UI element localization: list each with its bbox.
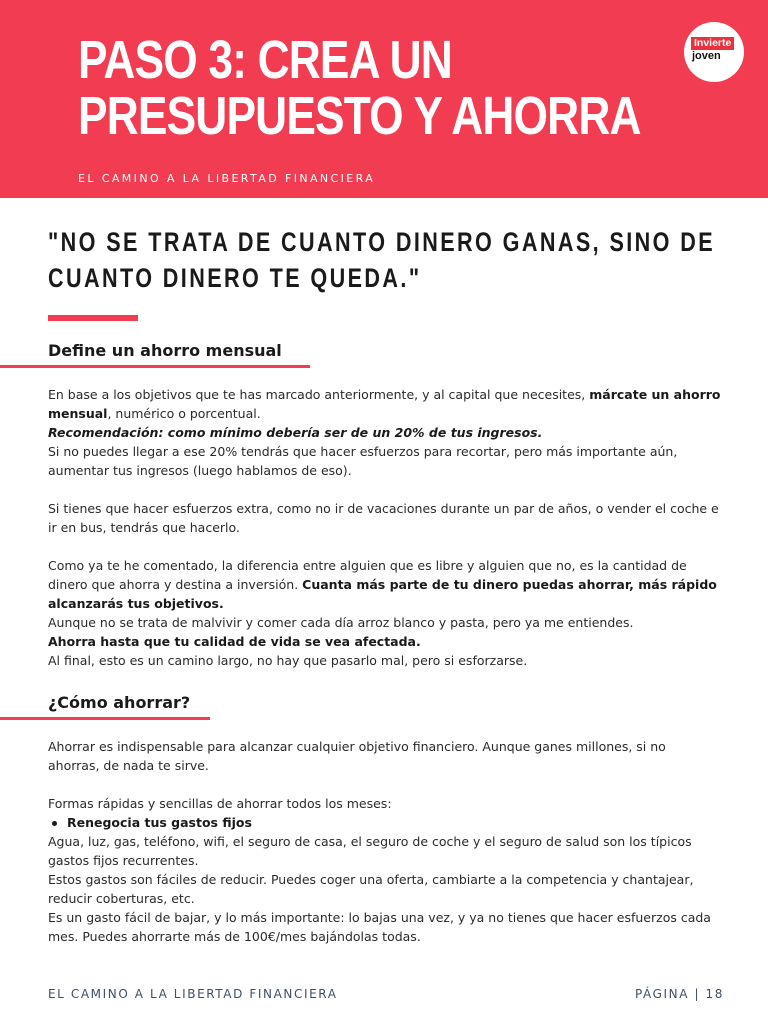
paragraph bbox=[48, 794, 738, 946]
quote-line-2: CUANTO DINERO TE QUEDA." bbox=[48, 263, 422, 293]
text-run: Si no puedes llegar a ese 20% tendrás que hacer esfuerzos para recortar, pero más importante aún, bbox=[48, 444, 678, 459]
text-run: Como ya te he comentado, la diferencia entre alguien que es libre y alguien que no, es la cantidad de bbox=[48, 558, 687, 573]
text-run: gastos fijos recurrentes. bbox=[48, 853, 199, 868]
text-run: En base a los objetivos que te has marcado anteriormente, y al capital que necesites, bbox=[48, 387, 590, 402]
logo-text-top: Invierte bbox=[691, 37, 734, 50]
bold-text: márcate un ahorro bbox=[589, 387, 721, 402]
text-run: Al final, esto es un camino largo, no hay que pasarlo mal, pero si esforzarse. bbox=[48, 653, 528, 668]
quote bbox=[48, 224, 715, 296]
text-run: Formas rápidas y sencillas de ahorrar todos los meses: bbox=[48, 796, 392, 811]
logo-text-bottom: joven bbox=[692, 50, 721, 62]
page-title bbox=[78, 32, 641, 144]
quote-line-1: "NO SE TRATA DE CUANTO DINERO GANAS, SINO DE bbox=[48, 227, 716, 257]
bold-text: Ahorra hasta que tu calidad de vida se vea afectada. bbox=[48, 634, 421, 649]
page-header bbox=[0, 0, 768, 198]
header-subtitle: EL CAMINO A LA LIBERTAD FINANCIERA bbox=[78, 172, 376, 185]
text-run: , numérico o porcentual. bbox=[107, 406, 261, 421]
footer-title: EL CAMINO A LA LIBERTAD FINANCIERA bbox=[48, 987, 338, 1001]
quote-accent-bar bbox=[48, 315, 138, 321]
title-line-2: PRESUPUESTO Y AHORRA bbox=[78, 86, 641, 146]
section-underline bbox=[0, 365, 310, 368]
paragraph bbox=[48, 385, 738, 480]
bold-text: Cuanta más parte de tu dinero puedas ahorrar, más rápido bbox=[302, 577, 717, 592]
paragraph bbox=[48, 556, 738, 670]
page-number: PÁGINA | 18 bbox=[634, 987, 724, 1001]
bold-text: mensual bbox=[48, 406, 108, 421]
text-run: ir en bus, tendrás que hacerlo. bbox=[48, 520, 240, 535]
bold-text: alcanzarás tus objetivos. bbox=[48, 596, 224, 611]
text-run: reducir coberturas, etc. bbox=[48, 891, 195, 906]
section-2-body bbox=[48, 737, 738, 946]
paragraph bbox=[48, 737, 738, 775]
text-run: Estos gastos son fáciles de reducir. Puedes coger una oferta, cambiarte a la competencia y chantajear, bbox=[48, 872, 694, 887]
section-1-body bbox=[48, 385, 738, 670]
title-line-1: PASO 3: CREA UN bbox=[78, 30, 452, 90]
section-underline bbox=[0, 717, 210, 720]
text-run: mes. Puedes ahorrarte más de 100€/mes bajándolas todas. bbox=[48, 929, 421, 944]
bullet-icon bbox=[52, 821, 57, 826]
bullet-text: Renegocia tus gastos fijos bbox=[67, 815, 252, 830]
text-run: ahorras, de nada te sirve. bbox=[48, 758, 209, 773]
text-run: aumentar tus ingresos (luego hablamos de eso). bbox=[48, 463, 352, 478]
bullet-item bbox=[48, 815, 252, 830]
text-run: Si tienes que hacer esfuerzos extra, como no ir de vacaciones durante un par de años, o vender el coche e bbox=[48, 501, 719, 516]
text-run: Agua, luz, gas, teléfono, wifi, el seguro de casa, el seguro de coche y el seguro de salud son los típicos bbox=[48, 834, 692, 849]
section-title-ahorro-mensual: Define un ahorro mensual bbox=[48, 341, 282, 360]
text-run: Aunque no se trata de malvivir y comer cada día arroz blanco y pasta, pero ya me entiendes. bbox=[48, 615, 634, 630]
recommendation-text: Recomendación: como mínimo debería ser de un 20% de tus ingresos. bbox=[48, 425, 543, 440]
invierte-joven-logo bbox=[684, 22, 744, 82]
paragraph bbox=[48, 499, 738, 537]
text-run: dinero que ahorra y destina a inversión. bbox=[48, 577, 303, 592]
section-title-como-ahorrar: ¿Cómo ahorrar? bbox=[48, 693, 191, 712]
text-run: Ahorrar es indispensable para alcanzar cualquier objetivo financiero. Aunque ganes millones, si no bbox=[48, 739, 666, 754]
text-run: Es un gasto fácil de bajar, y lo más importante: lo bajas una vez, y ya no tienes que hacer esfuerzos cada bbox=[48, 910, 711, 925]
